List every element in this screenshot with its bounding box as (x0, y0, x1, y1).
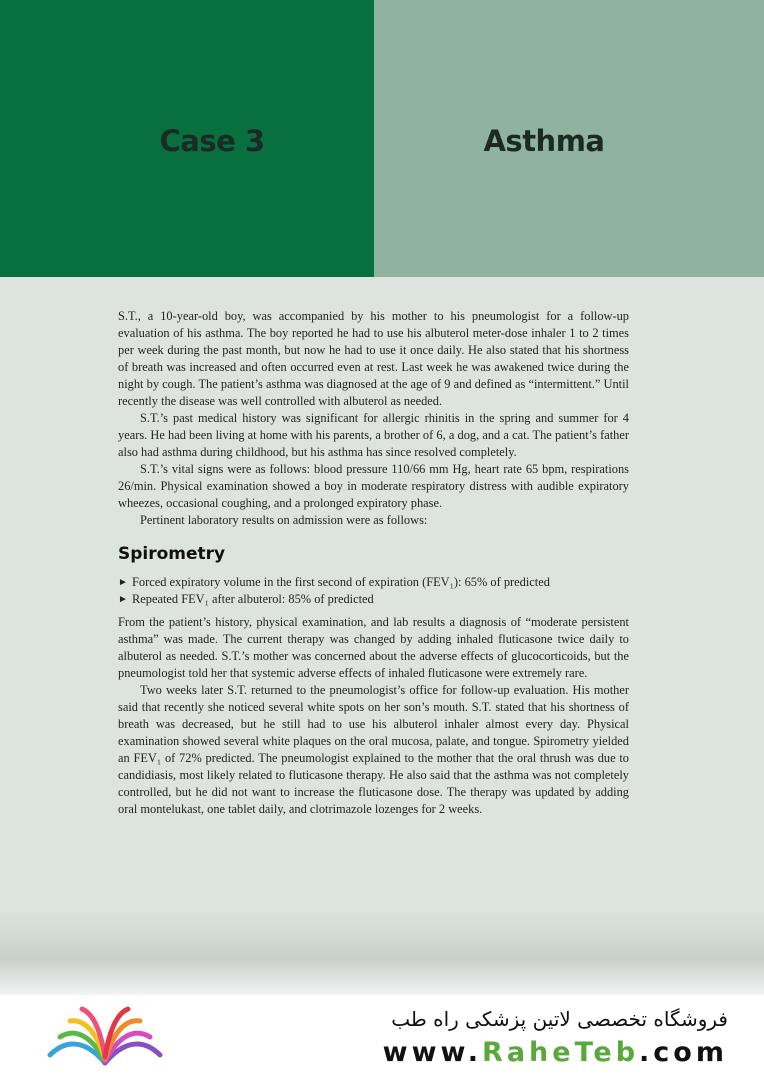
case-text (118, 308, 629, 818)
spirometry-heading: Spirometry (118, 544, 226, 564)
lab-intro-paragraph: Pertinent laboratory results on admission were as follows: (140, 513, 428, 527)
open-book-logo-icon (40, 1005, 170, 1067)
list-item (118, 591, 629, 608)
followup-paragraph: Two weeks later S.T. returned to the pneumologist’s office for follow-up evaluation. His mother said that recently she noticed several white spots on her son’s mouth. S.T. stated that his shortness of breath was decreased, but he still had to use his albuterol inhaler almost every day. Physical examination showed several white plaques on the oral mucosa, palate, and tongue. Spirometry yielded an FEV₁ of 72% predicted. The pneumologist explained to the mother that the oral thrush was due to candidiasis, most likely related to fluticasone therapy. He also said that the asthma was not completely controlled, but he did not want to increase the fluticasone dose. The therapy was updated by adding oral montelukast, one tablet daily, and clotrimazole lozenges for 2 weeks. (118, 683, 629, 816)
diagnosis-paragraph: From the patient’s history, physical examination, and lab results a diagnosis of “moderate persistent asthma” was made. The current therapy was changed by adding inhaled fluticasone twice daily to albuterol as needed. S.T.’s mother was concerned about the adverse effects of glucocorticoids, but the pneumologist told her that systemic adverse effects of inhaled fluticasone were extremely rare. (118, 615, 629, 680)
vitals-paragraph: S.T.’s vital signs were as follows: blood pressure 110/66 mm Hg, heart rate 65 bpm, respirations 26/min. Physical examination showed a boy in moderate respiratory distress with audible expiratory wheezes, occasional coughing, and a prolonged expiratory phase. (118, 462, 629, 510)
url-suffix: .com (639, 1037, 728, 1068)
store-url (383, 1037, 728, 1068)
chapter-header (0, 0, 764, 277)
list-item-text: Repeated FEV₁ after albuterol: 85% of predicted (132, 592, 374, 606)
case-number-title: Case 3 (159, 124, 265, 158)
url-brand: RaheTeb (482, 1037, 640, 1068)
list-item (118, 574, 629, 591)
history-paragraph: S.T.’s past medical history was significant for allergic rhinitis in the spring and summer for 4 years. He had been living at home with his parents, a brother of 6, a dog, and a cat. The patient’s father also had asthma during childhood, but his asthma has since resolved completely. (118, 411, 629, 459)
spirometry-list (118, 574, 629, 608)
triangle-bullet-icon: ► (118, 577, 128, 588)
case-topic-title: Asthma (483, 124, 605, 158)
footer-banner (0, 995, 764, 1080)
intro-paragraph: S.T., a 10-year-old boy, was accompanied by his mother to his pneumologist for a follow-up evaluation of his asthma. The boy reported he had to use his albuterol meter-dose inhaler 1 to 2 times per week during the past month, but now he had to use it once daily. He also stated that his shortness of breath was increased and often occurred even at rest. Last week he was awakened twice during the night by cough. The patient’s asthma was diagnosed at the age of 9 and defined as “intermittent.” Until recently the disease was well controlled with albuterol as needed. (118, 309, 629, 408)
list-item-text: Forced expiratory volume in the first second of expiration (FEV₁): 65% of predicted (132, 575, 550, 589)
store-name-persian: فروشگاه تخصصی لاتین پزشکی راه طب (391, 1007, 728, 1031)
triangle-bullet-icon: ► (118, 594, 128, 605)
url-prefix: www. (382, 1037, 483, 1068)
